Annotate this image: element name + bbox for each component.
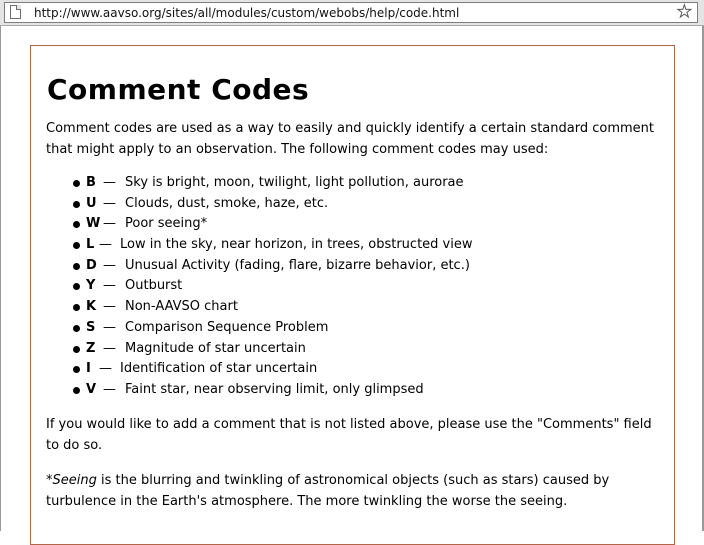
code-description: Magnitude of star uncertain <box>125 340 306 356</box>
bullet-icon <box>73 201 80 208</box>
separator-dash: — <box>103 381 116 397</box>
add-comment-paragraph: If you would like to add a comment that is not listed above, please use the "Comments" field to do so. <box>46 417 652 453</box>
footnote-asterisk: * <box>46 473 53 488</box>
separator-dash: — <box>103 216 116 232</box>
code-description: Unusual Activity (fading, flare, bizarre behavior, etc.) <box>125 257 470 273</box>
code-letter: W <box>86 216 101 232</box>
bullet-icon <box>73 325 80 332</box>
code-letter: V <box>86 381 97 397</box>
code-letter: Y <box>86 278 96 294</box>
code-description: Poor seeing* <box>125 216 208 232</box>
code-letter: U <box>86 195 97 211</box>
bullet-icon <box>73 263 80 270</box>
code-description: Faint star, near observing limit, only glimpsed <box>125 381 424 397</box>
separator-dash: — <box>99 361 112 377</box>
seeing-term: Seeing <box>52 473 97 488</box>
code-description: Low in the sky, near horizon, in trees, obstructed view <box>120 237 473 253</box>
url-input[interactable] <box>4 2 698 23</box>
seeing-footnote <box>46 470 656 512</box>
separator-dash: — <box>103 299 116 315</box>
code-description: Outburst <box>125 278 183 294</box>
page-title: Comment Codes <box>47 73 310 106</box>
code-description: Clouds, dust, smoke, haze, etc. <box>125 195 329 211</box>
intro-paragraph: Comment codes are used as a way to easily and quickly identify a certain standard comment that might apply to an observation. The following comment codes may used: <box>46 121 654 157</box>
bullet-icon <box>73 242 80 249</box>
code-description: Non-AAVSO chart <box>125 299 238 315</box>
code-letter: B <box>86 175 96 190</box>
address-bar <box>0 0 704 26</box>
separator-dash: — <box>103 175 116 190</box>
bullet-icon <box>73 180 80 187</box>
code-description: Identification of star uncertain <box>120 361 318 377</box>
url-text[interactable]: http://www.aavso.org/sites/all/modules/custom/webobs/help/code.html <box>34 6 460 20</box>
code-description: Comparison Sequence Problem <box>125 319 329 335</box>
code-description: Sky is bright, moon, twilight, light pollution, aurorae <box>125 175 464 190</box>
code-letter: S <box>86 319 96 335</box>
code-letter: I <box>86 361 91 377</box>
separator-dash: — <box>103 195 116 211</box>
separator-dash: — <box>103 340 116 356</box>
code-letter: L <box>86 237 95 253</box>
seeing-definition: is the blurring and twinkling of astronomical objects (such as stars) caused by turbulence in the Earth's atmosphere. The more twinkling the worse the seeing. <box>46 473 610 509</box>
separator-dash: — <box>103 319 116 335</box>
code-letter: Z <box>86 340 96 356</box>
separator-dash: — <box>103 257 116 273</box>
separator-dash: — <box>103 278 116 294</box>
bullet-icon <box>73 346 80 353</box>
bullet-icon <box>73 387 80 394</box>
star-icon[interactable]: ★ <box>676 2 692 22</box>
code-letter: D <box>86 257 97 273</box>
separator-dash: — <box>99 237 112 253</box>
code-letter: K <box>86 299 97 315</box>
page-icon <box>10 5 21 19</box>
